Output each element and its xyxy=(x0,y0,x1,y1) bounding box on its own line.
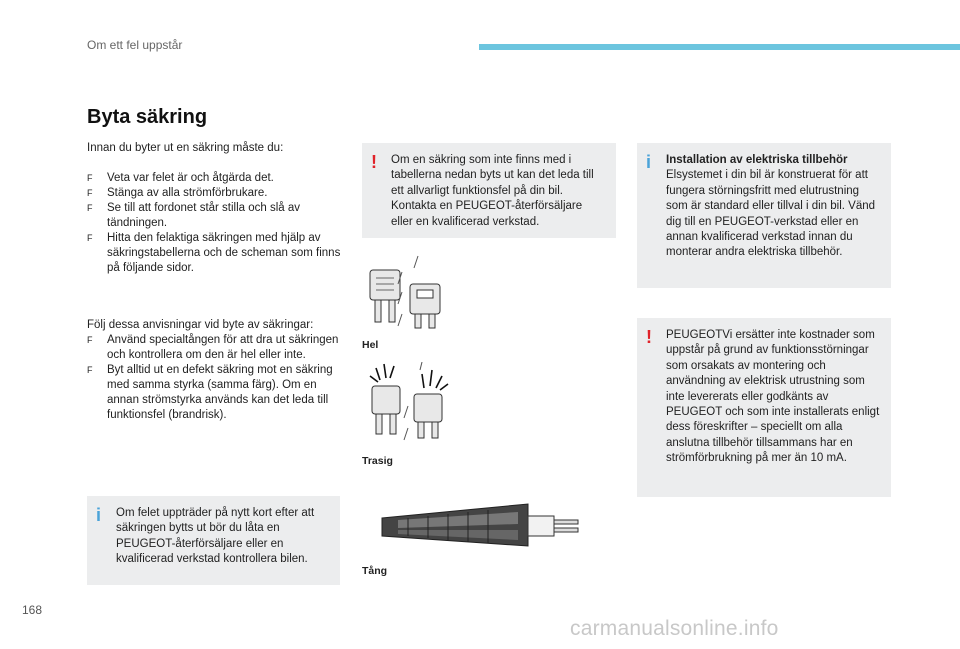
bullet-icon: F xyxy=(87,203,93,213)
intro-replace: Följ dessa anvisningar vid byte av säkringar: xyxy=(87,319,314,331)
warning-note-right xyxy=(637,318,891,497)
info-note-text: Elsystemet i din bil är konstruerat för att fungera störningsfritt med elutrustning som är standard eller tillval i din bil. Vänd dig till en PEUGEOT-verkstad eller en annan kvalificerad verkstad innan du monterar andra elektriska tillbehör. xyxy=(666,169,876,259)
warning-note-middle xyxy=(362,143,616,238)
good-fuse-label: Hel xyxy=(362,339,379,351)
warning-icon: ! xyxy=(646,327,652,347)
info-note-left xyxy=(87,496,340,585)
list-item: F Använd specialtången för att dra ut säkringen och kontrollera om den är hel eller inte. xyxy=(87,334,339,361)
warning-note-text: Om en säkring som inte finns med i tabellerna nedan byts ut kan det leda till ett allvarligt funktionsfel på din bil. Kontakta en PEUGEOT-återförsäljare eller en kvalificerad verkstad. xyxy=(391,154,594,228)
running-header: Om ett fel uppstår xyxy=(87,38,183,52)
info-icon: i xyxy=(646,152,652,172)
list-before xyxy=(87,171,345,276)
blown-fuse-label: Trasig xyxy=(362,455,393,467)
warning-icon: ! xyxy=(371,152,377,172)
bullet-icon: F xyxy=(87,173,93,183)
page-number: 168 xyxy=(22,603,43,617)
list-item: F Stänga av alla strömförbrukare. xyxy=(87,187,268,199)
info-note-right xyxy=(637,143,891,288)
section-title: Byta säkring xyxy=(87,106,208,128)
list-item: F Byt alltid ut en defekt säkring mot en säkring med samma styrka (samma färg). Om en annan strömstyrka används kan det leda till funktionsfel (brandrisk). xyxy=(87,364,333,421)
intro-before: Innan du byter ut en säkring måste du: xyxy=(87,142,284,154)
warning-note-text: PEUGEOTVi ersätter inte kostnader som uppstår på grund av funktionsstörningar som orsakats av montering och användning av elektrisk utrustning som inte levererats eller godkänts av PEUGEOT och som inte installerats enligt dess föreskrifter – speciellt om alla anslutna tillbehör tillsammans har en strömförbrukning på mer än 10 mA. xyxy=(666,329,880,465)
bullet-icon: F xyxy=(87,335,93,345)
list-replace xyxy=(87,333,345,423)
watermark: carmanualsonline.info xyxy=(570,617,779,640)
blown-fuse-illustration xyxy=(362,362,462,450)
list-item: F Se till att fordonet står stilla och slå av tändningen. xyxy=(87,202,301,229)
fuse-pliers-illustration xyxy=(378,496,590,558)
good-fuse-illustration xyxy=(362,252,452,334)
info-note-title: Installation av elektriska tillbehör xyxy=(666,154,848,166)
bullet-icon: F xyxy=(87,365,93,375)
list-item: F Veta var felet är och åtgärda det. xyxy=(87,172,274,184)
header-accent-bar xyxy=(479,44,960,50)
list-item: F Hitta den felaktiga säkringen med hjälp av säkringstabellerna och de scheman som finns på följande sidor. xyxy=(87,232,341,274)
bullet-icon: F xyxy=(87,233,93,243)
info-note-text: Om felet uppträder på nytt kort efter att säkringen bytts ut bör du låta en PEUGEOT-återförsäljare eller en kvalificerad verkstad kontrollera bilen. xyxy=(116,507,315,566)
column-left xyxy=(87,141,345,423)
info-icon: i xyxy=(96,505,102,525)
pliers-label: Tång xyxy=(362,565,388,577)
bullet-icon: F xyxy=(87,188,93,198)
